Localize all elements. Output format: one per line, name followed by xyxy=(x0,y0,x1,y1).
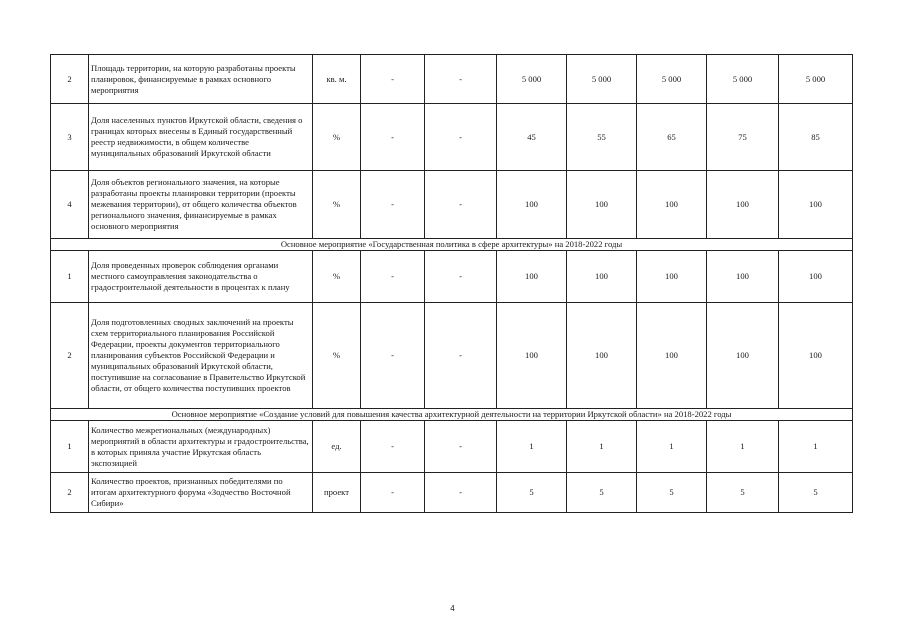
value-cell: 85 xyxy=(779,104,853,171)
value-cell: - xyxy=(361,303,425,409)
table-row xyxy=(51,303,853,409)
value-cell: 1 xyxy=(707,421,779,473)
row-number: 1 xyxy=(51,251,89,303)
value-cell: 75 xyxy=(707,104,779,171)
value-cell: - xyxy=(361,55,425,104)
value-cell: 100 xyxy=(637,251,707,303)
value-cell: 5 xyxy=(567,473,637,513)
value-cell: 55 xyxy=(567,104,637,171)
section-header-row xyxy=(51,409,853,421)
page-number: 4 xyxy=(450,604,455,613)
value-cell: 5 000 xyxy=(637,55,707,104)
value-cell: 5 xyxy=(637,473,707,513)
table-row xyxy=(51,171,853,239)
value-cell: 100 xyxy=(497,303,567,409)
indicator-description: Количество межрегиональных (международных) мероприятий в области архитектуры и градостроительства, в которых приняла участие Иркутская область экспозицией xyxy=(89,421,313,473)
indicator-description: Доля подготовленных сводных заключений на проекты схем территориального планирования Российской Федерации, проекты документов территориального планирования субъектов Российской Федерации и муниципальных образований Иркутской области, поступившие на согласование в Правительство Иркутской области, от общего количества поступивших проектов xyxy=(89,303,313,409)
value-cell: - xyxy=(425,104,497,171)
value-cell: 100 xyxy=(567,251,637,303)
row-number: 1 xyxy=(51,421,89,473)
row-number: 4 xyxy=(51,171,89,239)
value-cell: 1 xyxy=(497,421,567,473)
value-cell: 100 xyxy=(707,171,779,239)
value-cell: - xyxy=(425,171,497,239)
section-header-row xyxy=(51,239,853,251)
table-row xyxy=(51,251,853,303)
value-cell: 100 xyxy=(637,303,707,409)
table-row xyxy=(51,421,853,473)
value-cell: 100 xyxy=(779,303,853,409)
row-number: 2 xyxy=(51,473,89,513)
row-number: 3 xyxy=(51,104,89,171)
value-cell: - xyxy=(361,421,425,473)
indicators-body xyxy=(51,55,853,513)
value-cell: 100 xyxy=(637,171,707,239)
section-title: Основное мероприятие «Государственная политика в сфере архитектуры» на 2018-2022 годы xyxy=(51,239,853,251)
table-row xyxy=(51,473,853,513)
value-cell: 5 xyxy=(707,473,779,513)
value-cell: 100 xyxy=(497,171,567,239)
indicator-description: Доля объектов регионального значения, на которые разработаны проекты планировки территории (проекты межевания территории), от общего количества объектов регионального значения, финансируемые в рамках основного мероприятия xyxy=(89,171,313,239)
indicator-description: Площадь территории, на которую разработаны проекты планировок, финансируемые в рамках основного мероприятия xyxy=(89,55,313,104)
value-cell: 1 xyxy=(779,421,853,473)
value-cell: 5 000 xyxy=(497,55,567,104)
value-cell: 65 xyxy=(637,104,707,171)
indicators-table xyxy=(50,54,853,513)
value-cell: - xyxy=(425,473,497,513)
value-cell: - xyxy=(425,251,497,303)
value-cell: - xyxy=(425,303,497,409)
value-cell: - xyxy=(361,104,425,171)
value-cell: - xyxy=(361,473,425,513)
value-cell: 1 xyxy=(637,421,707,473)
value-cell: 1 xyxy=(567,421,637,473)
unit-cell: кв. м. xyxy=(313,55,361,104)
value-cell: 5 000 xyxy=(707,55,779,104)
value-cell: 5 xyxy=(779,473,853,513)
value-cell: 100 xyxy=(567,303,637,409)
value-cell: 100 xyxy=(707,251,779,303)
indicator-description: Доля населенных пунктов Иркутской области, сведения о границах которых внесены в Единый государственный реестр недвижимости, в общем количестве муниципальных образований Иркутской области xyxy=(89,104,313,171)
value-cell: - xyxy=(361,251,425,303)
unit-cell: % xyxy=(313,104,361,171)
unit-cell: % xyxy=(313,303,361,409)
unit-cell: ед. xyxy=(313,421,361,473)
value-cell: 100 xyxy=(497,251,567,303)
value-cell: 5 xyxy=(497,473,567,513)
unit-cell: проект xyxy=(313,473,361,513)
value-cell: - xyxy=(425,421,497,473)
row-number: 2 xyxy=(51,55,89,104)
value-cell: 100 xyxy=(779,171,853,239)
value-cell: 100 xyxy=(779,251,853,303)
indicator-description: Количество проектов, признанных победителями по итогам архитектурного форума «Зодчество Восточной Сибири» xyxy=(89,473,313,513)
indicator-description: Доля проведенных проверок соблюдения органами местного самоуправления законодательства о градостроительной деятельности в процентах к плану xyxy=(89,251,313,303)
table-row xyxy=(51,104,853,171)
value-cell: 5 000 xyxy=(779,55,853,104)
value-cell: 45 xyxy=(497,104,567,171)
value-cell: - xyxy=(361,171,425,239)
value-cell: 5 000 xyxy=(567,55,637,104)
value-cell: 100 xyxy=(707,303,779,409)
table-row xyxy=(51,55,853,104)
value-cell: 100 xyxy=(567,171,637,239)
value-cell: - xyxy=(425,55,497,104)
section-title: Основное мероприятие «Создание условий для повышения качества архитектурной деятельности на территории Иркутской области» на 2018-2022 годы xyxy=(51,409,853,421)
unit-cell: % xyxy=(313,171,361,239)
unit-cell: % xyxy=(313,251,361,303)
row-number: 2 xyxy=(51,303,89,409)
